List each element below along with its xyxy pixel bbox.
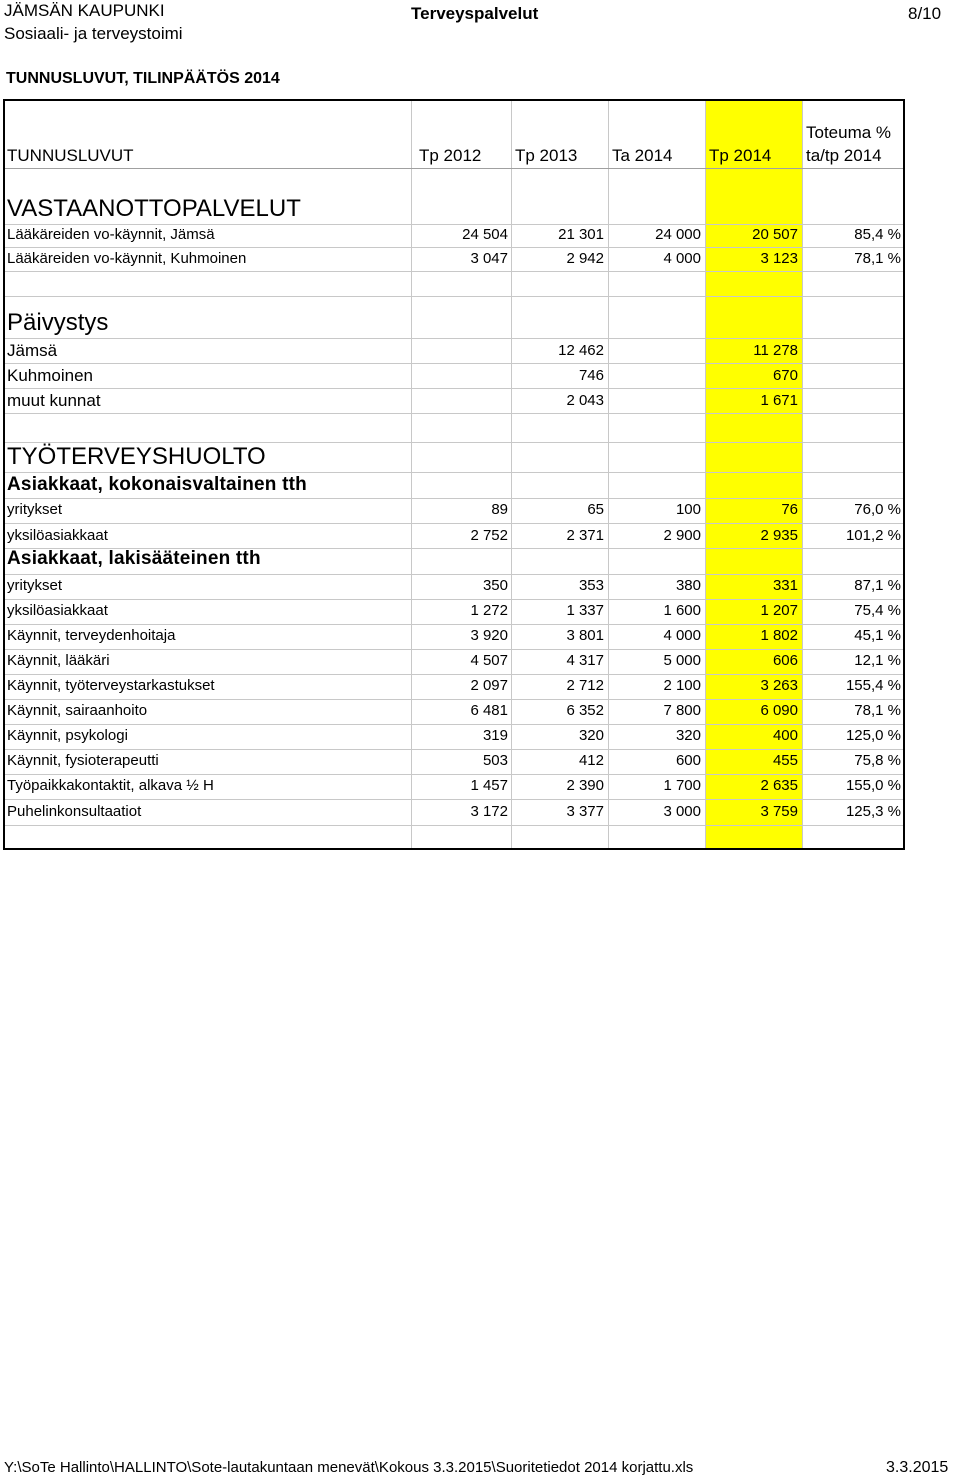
row-label: Kuhmoinen — [7, 366, 94, 385]
footer-date: 3.3.2015 — [886, 1459, 949, 1476]
cell-tp2013: 2 942 — [566, 250, 604, 267]
cell-tp2014: 6 090 — [760, 702, 798, 719]
cell-ta2014: 320 — [675, 727, 701, 744]
cell-ta2014: 7 800 — [663, 702, 701, 719]
cell-tp2014: 2 935 — [760, 527, 798, 544]
subsection-kokonaisvaltainen: Asiakkaat, kokonaisvaltainen tth — [7, 474, 307, 495]
cell-tp2014: 670 — [772, 367, 798, 384]
header-ta2014: Ta 2014 — [612, 146, 673, 165]
cell-tp2013: 21 301 — [558, 226, 604, 243]
cell-tp2014: 1 671 — [760, 392, 798, 409]
cell-tp2013: 2 043 — [566, 392, 604, 409]
cell-tp2013: 2 712 — [566, 677, 604, 694]
header-label: TUNNUSLUVUT — [7, 146, 134, 165]
cell-ta2014: 2 100 — [663, 677, 701, 694]
cell-tp2012: 24 504 — [462, 226, 508, 243]
row-label: yritykset — [7, 577, 63, 594]
department-name: Sosiaali- ja terveystoimi — [4, 24, 183, 43]
report-subtitle: TUNNUSLUVUT, TILINPÄÄTÖS 2014 — [6, 70, 280, 87]
cell-ta2014: 1 600 — [663, 602, 701, 619]
cell-tp2014: 1 207 — [760, 602, 798, 619]
cell-tp2012: 503 — [482, 752, 508, 769]
row-label: yritykset — [7, 501, 63, 518]
cell-toteuma: 155,4 % — [845, 677, 901, 694]
cell-ta2014: 4 000 — [663, 250, 701, 267]
cell-tp2014: 331 — [772, 577, 798, 594]
cell-toteuma: 155,0 % — [845, 777, 901, 794]
row-label: Lääkäreiden vo-käynnit, Kuhmoinen — [7, 250, 247, 267]
header-toteuma-line2: ta/tp 2014 — [806, 146, 882, 165]
cell-tp2014: 3 759 — [760, 803, 798, 820]
row-label: muut kunnat — [7, 391, 101, 410]
header-toteuma-line1: Toteuma % — [806, 123, 892, 142]
cell-toteuma: 78,1 % — [854, 702, 901, 719]
row-label: yksilöasiakkaat — [7, 527, 108, 544]
header-tp2012: Tp 2012 — [419, 146, 482, 165]
cell-tp2012: 3 920 — [470, 627, 508, 644]
row-label: Käynnit, lääkäri — [7, 652, 110, 669]
cell-tp2013: 2 390 — [566, 777, 604, 794]
cell-toteuma: 78,1 % — [854, 250, 901, 267]
cell-tp2014: 3 123 — [760, 250, 798, 267]
cell-ta2014: 4 000 — [663, 627, 701, 644]
cell-tp2014: 11 278 — [753, 342, 798, 359]
cell-toteuma: 125,0 % — [845, 727, 901, 744]
row-label: Käynnit, työterveystarkastukset — [7, 677, 215, 694]
cell-tp2013: 65 — [587, 501, 604, 518]
row-label: Työpaikkakontaktit, alkava ½ H — [7, 777, 214, 794]
footer-file-path: Y:\SoTe Hallinto\HALLINTO\Sote-lautakuntaan menevät\Kokous 3.3.2015\Suoritetiedot 2014 korjattu.xls — [4, 1459, 694, 1476]
cell-tp2014: 76 — [781, 501, 798, 518]
row-label: Käynnit, fysioterapeutti — [7, 752, 159, 769]
cell-tp2013: 746 — [578, 367, 604, 384]
cell-tp2013: 3 377 — [566, 803, 604, 820]
org-name: JÄMSÄN KAUPUNKI — [4, 1, 165, 20]
cell-tp2014: 606 — [772, 652, 798, 669]
cell-tp2012: 2 097 — [470, 677, 508, 694]
cell-tp2014: 455 — [772, 752, 798, 769]
cell-tp2012: 3 047 — [470, 250, 508, 267]
row-label: Käynnit, terveydenhoitaja — [7, 627, 176, 644]
cell-tp2013: 320 — [578, 727, 604, 744]
cell-toteuma: 75,8 % — [854, 752, 901, 769]
section-paivystys: Päivystys — [7, 309, 109, 336]
cell-tp2012: 319 — [482, 727, 508, 744]
header-tp2013: Tp 2013 — [515, 146, 578, 165]
cell-tp2012: 89 — [491, 501, 508, 518]
cell-toteuma: 101,2 % — [845, 527, 901, 544]
cell-tp2012: 6 481 — [470, 702, 508, 719]
subsection-lakisaateinen: Asiakkaat, lakisääteinen tth — [7, 548, 261, 569]
cell-toteuma: 125,3 % — [845, 803, 901, 820]
cell-tp2014: 2 635 — [760, 777, 798, 794]
cell-tp2013: 4 317 — [566, 652, 604, 669]
cell-toteuma: 87,1 % — [854, 577, 901, 594]
cell-tp2013: 3 801 — [566, 627, 604, 644]
row-label: Jämsä — [7, 341, 58, 360]
section-tyoterveys: TYÖTERVEYSHUOLTO — [7, 443, 266, 470]
cell-tp2013: 1 337 — [566, 602, 604, 619]
cell-tp2014: 20 507 — [752, 226, 798, 243]
page-number: 8/10 — [908, 4, 942, 23]
cell-tp2012: 1 272 — [470, 602, 508, 619]
cell-tp2013: 6 352 — [566, 702, 604, 719]
cell-toteuma: 12,1 % — [854, 652, 901, 669]
row-label: yksilöasiakkaat — [7, 602, 108, 619]
cell-ta2014: 5 000 — [663, 652, 701, 669]
cell-toteuma: 76,0 % — [854, 501, 901, 518]
cell-tp2012: 350 — [482, 577, 508, 594]
cell-ta2014: 380 — [675, 577, 701, 594]
cell-ta2014: 100 — [675, 501, 701, 518]
cell-toteuma: 45,1 % — [854, 627, 901, 644]
cell-tp2014: 3 263 — [760, 677, 798, 694]
header-tp2014: Tp 2014 — [709, 146, 772, 165]
cell-tp2012: 2 752 — [470, 527, 508, 544]
cell-tp2013: 12 462 — [558, 342, 604, 359]
cell-toteuma: 75,4 % — [854, 602, 901, 619]
cell-ta2014: 24 000 — [655, 226, 701, 243]
cell-tp2014: 1 802 — [760, 627, 798, 644]
cell-tp2013: 2 371 — [566, 527, 604, 544]
cell-ta2014: 2 900 — [663, 527, 701, 544]
page-title: Terveyspalvelut — [411, 4, 539, 23]
row-label: Puhelinkonsultaatiot — [7, 803, 142, 820]
cell-ta2014: 3 000 — [663, 803, 701, 820]
cell-tp2012: 1 457 — [470, 777, 508, 794]
cell-tp2014: 400 — [772, 727, 798, 744]
cell-toteuma: 85,4 % — [854, 226, 901, 243]
cell-tp2013: 412 — [578, 752, 604, 769]
section-vastaanotto: VASTAANOTTOPALVELUT — [7, 195, 301, 222]
cell-tp2013: 353 — [578, 577, 604, 594]
row-label: Lääkäreiden vo-käynnit, Jämsä — [7, 226, 215, 243]
cell-tp2012: 4 507 — [470, 652, 508, 669]
cell-ta2014: 1 700 — [663, 777, 701, 794]
cell-tp2012: 3 172 — [470, 803, 508, 820]
row-label: Käynnit, sairaanhoito — [7, 702, 148, 719]
row-label: Käynnit, psykologi — [7, 727, 128, 744]
cell-ta2014: 600 — [675, 752, 701, 769]
